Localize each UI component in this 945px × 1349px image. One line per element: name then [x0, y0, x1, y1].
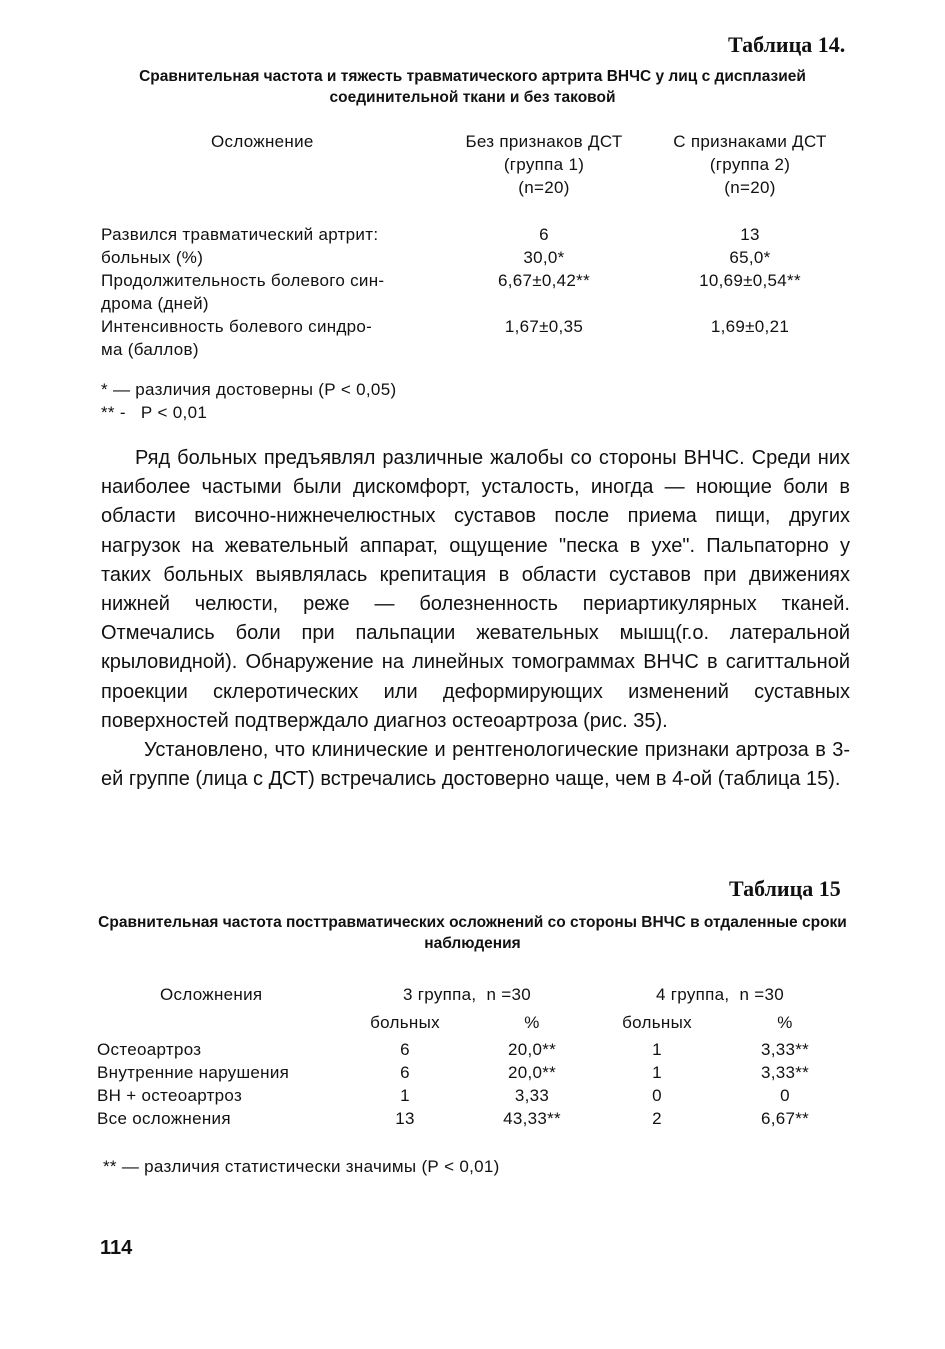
paragraph: Установлено, что клинические и рентгенологические признаки артроза в 3-ей группе (лица с ДСТ) встречались достоверно чаще, чем в 4-ой (таблица 15). [101, 739, 850, 791]
table-15-cell: 3,33** [760, 1063, 810, 1082]
table-14-row-label: Интенсивность болевого синдро- [101, 317, 373, 336]
header-group1-line2: (группа 1) [503, 155, 585, 174]
table-15-row-label: Остеоартроз [97, 1040, 202, 1059]
table-14-row-label: Продолжительность болевого син- [101, 271, 385, 290]
table-15-cell: 6,67** [760, 1109, 810, 1128]
table-15-g4-percent [735, 1038, 835, 1130]
table-15-note: ** — различия статистически значимы (Р < 0,01) [103, 1157, 500, 1176]
table-15-row-label: ВН + остеоартроз [97, 1086, 243, 1105]
page-number: 114 [100, 1237, 133, 1259]
table-15-cell: 2 [652, 1109, 662, 1128]
header-group2-line2: (группа 2) [709, 155, 791, 174]
table-15-cell: 6 [400, 1063, 410, 1082]
table-15-header-complications: Осложнения [160, 985, 263, 1004]
table-14-group1-values [444, 223, 644, 338]
table-15-cell: 1 [652, 1040, 662, 1059]
table-15-cell: 20,0** [507, 1063, 557, 1082]
table-15-sub-patients-g3: больных [370, 1013, 440, 1032]
table-15-header-group4: 4 группа, n =30 [656, 985, 784, 1004]
table-14-row-label: больных (%) [101, 248, 204, 267]
table-15-g3-percent [482, 1038, 582, 1130]
table-14-caption: Сравнительная частота и тяжесть травматического артрита ВНЧС у лиц с дисплазией соединительной ткани и без таковой [139, 68, 806, 106]
table-15-cell: 3,33 [514, 1086, 550, 1105]
table-15-cell: 3,33** [760, 1040, 810, 1059]
table-15-cell: 13 [395, 1109, 415, 1128]
table-14-cell: 1,69±0,21 [710, 317, 790, 336]
table-14-cell: 6 [539, 225, 549, 244]
table-15-cell: 0 [652, 1086, 662, 1105]
header-group2-line1: С признаками ДСТ [673, 132, 827, 151]
table-14-note: ** - Р < 0,01 [101, 403, 208, 422]
table-15-row-label: Все осложнения [97, 1109, 231, 1128]
body-text [101, 444, 850, 794]
table-14-header-complication: Осложнение [211, 132, 314, 151]
table-15-cell: 6 [400, 1040, 410, 1059]
table-15-cell: 0 [780, 1086, 790, 1105]
table-14-notes [101, 378, 396, 424]
table-15-caption: Сравнительная частота посттравматических осложнений со стороны ВНЧС в отдаленные сроки наблюдения [98, 914, 847, 952]
table-14-cell: 10,69±0,54** [699, 271, 801, 290]
table-15-cell: 20,0** [507, 1040, 557, 1059]
table-14-cell: 65,0* [729, 248, 771, 267]
table-14-row-labels [101, 223, 384, 361]
table-15-row-label: Внутренние нарушения [97, 1063, 290, 1082]
header-group2-line3: (n=20) [724, 178, 776, 197]
table-14-group2-values [650, 223, 850, 338]
table-14-header-group1 [444, 130, 644, 199]
table-15-sub-percent-g4: % [777, 1013, 793, 1032]
table-15-g3-patients [355, 1038, 455, 1130]
table-15-g4-patients [607, 1038, 707, 1130]
table-15-label: Таблица 15 [729, 876, 841, 901]
table-15-row-labels [97, 1038, 289, 1130]
table-14-row-label: ма (баллов) [101, 340, 199, 359]
table-15-cell: 1 [652, 1063, 662, 1082]
table-15-sub-patients-g4: больных [622, 1013, 692, 1032]
table-15-cell: 43,33** [503, 1109, 561, 1128]
table-14-row-label: Развился травматический артрит: [101, 225, 379, 244]
table-14-header-group2 [650, 130, 850, 199]
table-14-cell: 6,67±0,42** [497, 271, 591, 290]
table-14-cell: 1,67±0,35 [504, 317, 584, 336]
table-15-sub-percent-g3: % [524, 1013, 540, 1032]
table-14-cell: 30,0* [523, 248, 565, 267]
paragraph: Ряд больных предъявлял различные жалобы со стороны ВНЧС. Среди них наиболее частыми были дискомфорт, усталость, иногда — ноющие боли в области височно-нижнечелюстных суставов после приема пищи, других нагрузок на жевательный аппарат, ощущение "песка в ухе". Пальпаторно у таких больных выявлялась крепитация в области суставов при движениях нижней челюсти, реже — болезненность периартикулярных тканей. Отмечались боли при пальпации жевательных мышц(г.о. латеральной крыловидной). Обнаружение на линейных томограммах ВНЧС в сагиттальной проекции склеротических или деформирующих изменений суставных поверхностей подтверждало диагноз остеоартроза (рис. 35). [101, 447, 850, 732]
table-14-label: Таблица 14. [728, 32, 846, 57]
table-14-note: * — различия достоверны (Р < 0,05) [101, 380, 397, 399]
table-14-cell: 13 [740, 225, 760, 244]
table-15-cell: 1 [400, 1086, 410, 1105]
table-14-row-label: дрома (дней) [101, 294, 209, 313]
header-group1-line3: (n=20) [518, 178, 570, 197]
table-15-header-group3: 3 группа, n =30 [403, 985, 531, 1004]
header-group1-line1: Без признаков ДСТ [465, 132, 623, 151]
